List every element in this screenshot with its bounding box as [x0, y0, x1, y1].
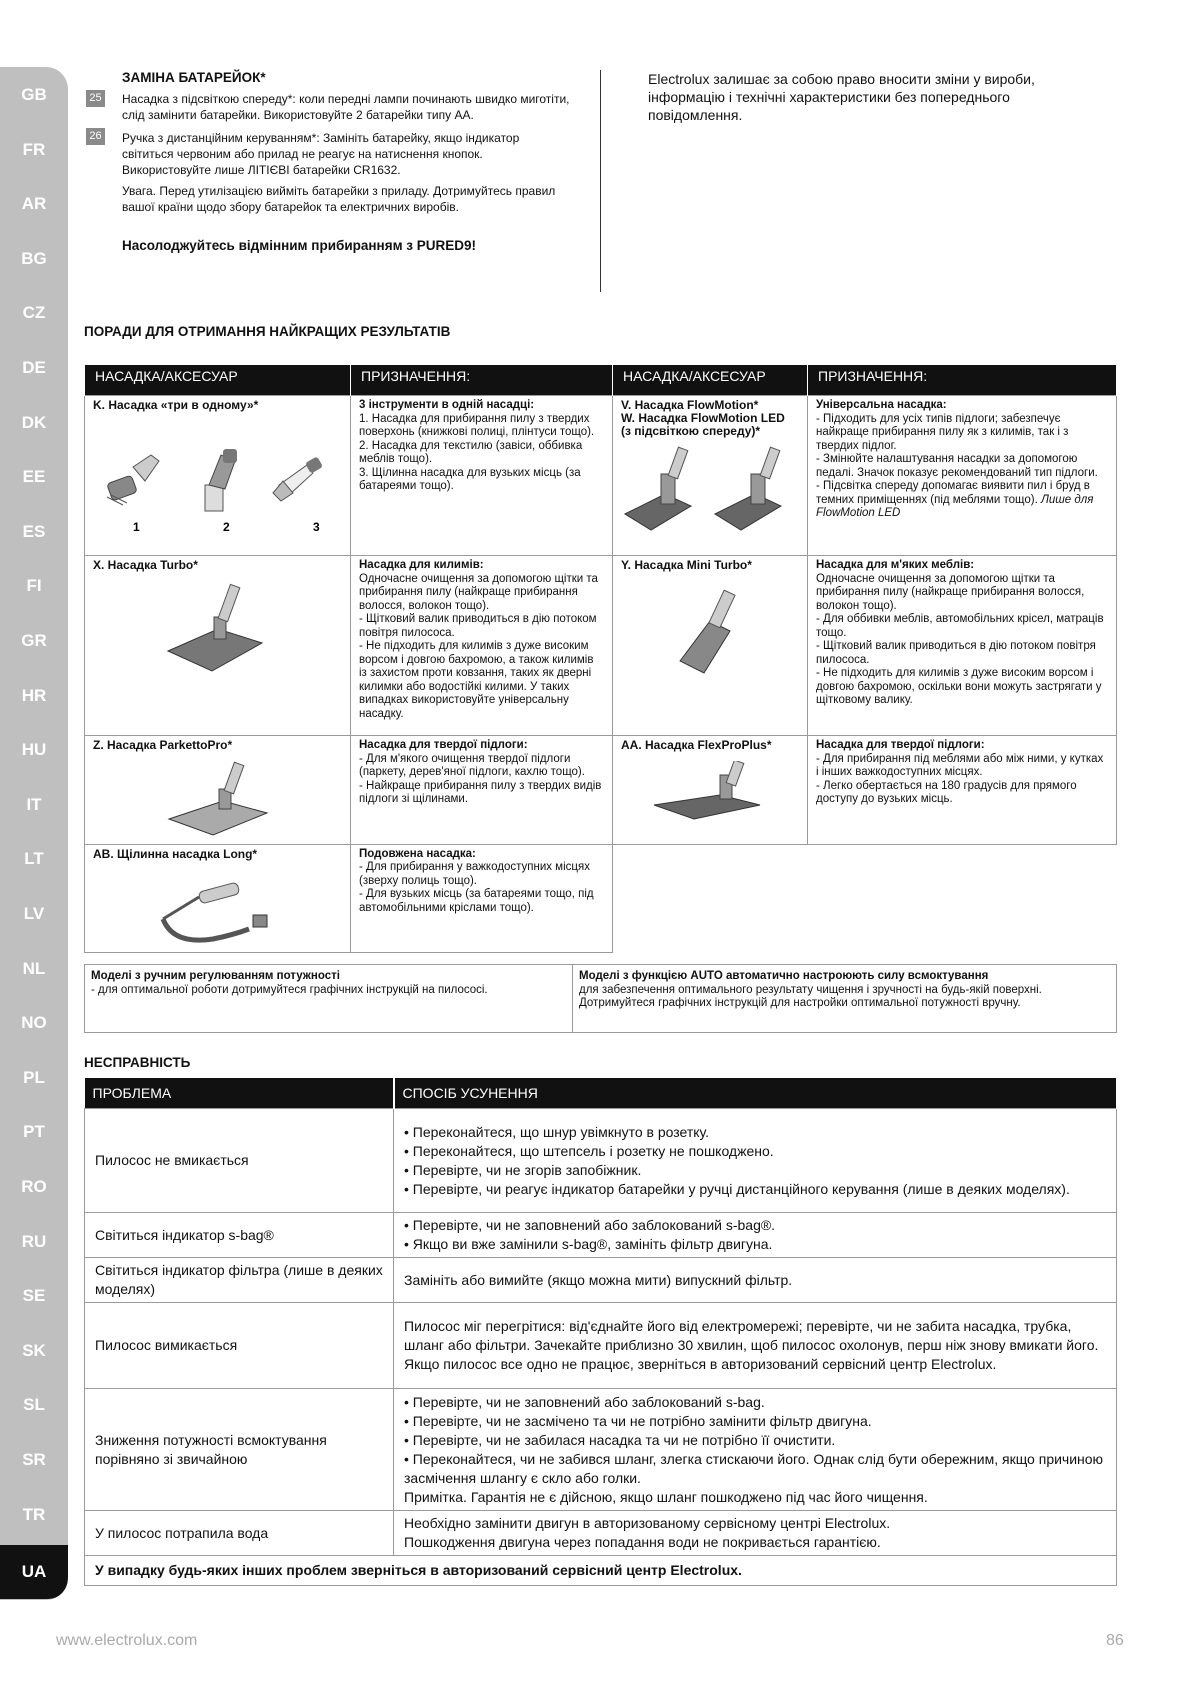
language-tab-hr[interactable]: HR [21, 685, 47, 705]
solution-line: Замініть або вимийте (якщо можна мити) випускний фільтр. [404, 1271, 793, 1288]
step-number-26: 26 [86, 128, 105, 145]
rights-notice: Electrolux залишає за собою право вносити зміни у вироби, інформацію і технічні характеристики без попереднього повідомлення. [648, 71, 1035, 123]
z-purpose-text: - Для м'якого очищення твердої підлоги (паркету, дерев'яної підлоги, кахлю тощо). - Найкраще прибирання пилу з твердих видів підлоги зі щілинами. [359, 752, 602, 805]
language-tab-gr[interactable]: GR [21, 631, 47, 650]
accessory-aa-name: AA. Насадка FlexProPlus* [621, 738, 772, 752]
solution-line: Примітка. Гарантія не є дійсною, якщо шланг пошкоджено під час його чищення. [404, 1488, 928, 1505]
accessory-ab-purpose [351, 844, 613, 953]
language-tab-it[interactable]: IT [26, 794, 42, 814]
language-tab-fi[interactable]: FI [26, 576, 42, 596]
language-tab-pt[interactable]: PT [23, 1122, 45, 1142]
solution-line: • Переконайтеся, що штепсель і розетку не пошкоджено. [404, 1142, 774, 1159]
x-purpose-title: Насадка для килимів: [359, 559, 484, 571]
solution-line: • Перевірте, чи не заповнений або заблокований s-bag®. [404, 1217, 776, 1233]
accessory-x-purpose [351, 556, 613, 736]
k-label-3: 3 [313, 519, 320, 534]
solution-line: • Перевірте, чи не заповнений або заблокований s-bag. [404, 1393, 765, 1410]
language-sidebar [0, 67, 68, 1600]
accessory-aa-purpose [808, 736, 1117, 845]
turbo-nozzle-icon [158, 581, 278, 681]
column-divider [600, 70, 601, 292]
accessory-ab-name: AB. Щілинна насадка Long* [93, 846, 258, 861]
v-purpose-title: Універсальна насадка: [816, 399, 947, 411]
k-label-2: 2 [223, 519, 230, 534]
accessory-y-purpose [808, 556, 1117, 736]
language-tab-de[interactable]: DE [22, 358, 46, 377]
accessory-z-name: Z. Насадка ParkettoPro* [93, 738, 233, 752]
parkettopro-nozzle-icon [163, 761, 273, 841]
solution-line: • Перевірте, чи не згорів запобіжник. [404, 1161, 642, 1178]
language-tab-hu[interactable]: HU [21, 740, 47, 760]
flowmotion-nozzle-icon [621, 444, 801, 534]
long-crevice-tool-icon [153, 869, 283, 949]
col-purpose-1: ПРИЗНАЧЕННЯ: [351, 365, 613, 396]
auto-power-text: для забезпечення оптимального результату чищення і зручності на будь-якій поверхні. Дотримуйтеся графічних інструкцій для настройки оптимальної потужності вручну. [579, 983, 1042, 1009]
solution-line: Якщо пилосос все одно не працює, зверніться в авторизований сервісний центр Electrolux. [404, 1356, 997, 1372]
auto-power-title: Моделі з функцією AUTO автоматично настроюють силу всмоктування [579, 970, 989, 982]
solution-line: Пошкодження двигуна через попадання води не покривається гарантією. [404, 1534, 881, 1550]
accessory-z-purpose [351, 736, 613, 845]
accessory-v-name: V. Насадка FlowMotion* W. Насадка FlowMotion LED (з підсвіткою спереду)* [621, 398, 785, 438]
battery-note: Увага. Перед утилізацією вийміть батарейки з приладу. Дотримуйтесь правил вашої країни щодо збору батарейок та електричних виробів. [122, 184, 556, 214]
col-accessory-1: НАСАДКА/АКСЕСУАР [85, 365, 351, 396]
manual-power-text: - для оптимальної роботи дотримуйтеся графічних інструкцій на пилососі. [91, 983, 488, 996]
mini-turbo-nozzle-icon [660, 581, 760, 681]
col-accessory-2: НАСАДКА/АКСЕСУАР [613, 365, 808, 396]
language-tab-bg[interactable]: BG [21, 248, 47, 268]
accessory-x-name: X. Насадка Turbo* [93, 558, 198, 572]
accessory-k-purpose [351, 396, 613, 556]
solution-line: • Перевірте, чи не забилася насадка та чи не потрібно її очистити. [404, 1431, 836, 1448]
col-purpose-2: ПРИЗНАЧЕННЯ: [808, 365, 1117, 396]
accessory-aa-cell [613, 736, 808, 845]
troubleshooting-table [84, 1078, 1118, 1586]
k-label-1: 1 [133, 519, 140, 534]
trouble-heading: НЕСПРАВНІСТЬ [84, 1055, 191, 1070]
language-tab-ar[interactable]: AR [21, 194, 47, 214]
language-tab-tr[interactable]: TR [22, 1504, 46, 1524]
solution-cell [394, 1389, 1117, 1511]
language-tab-ee[interactable]: EE [22, 467, 46, 487]
col-solution: СПОСІБ УСУНЕННЯ [394, 1078, 1117, 1109]
language-tab-sl[interactable]: SL [23, 1395, 45, 1415]
tips-heading: ПОРАДИ ДЛЯ ОТРИМАННЯ НАЙКРАЩИХ РЕЗУЛЬТАТІВ [84, 324, 451, 339]
problem-cell: У пилосос потрапила вода [85, 1511, 394, 1556]
accessory-k-cell [85, 396, 351, 556]
trouble-footer: У випадку будь-яких інших проблем зверніться в авторизований сервісний центр Electrolux. [85, 1556, 1117, 1586]
v-purpose-text: - Підходить для усіх типів підлоги; забезпечує найкраще прибирання пилу як з килимів, так і з твердих підлог. - Змінюйте налаштування насадки за допомогою педалі. Значок показує рекомендований тип підлоги. - Підсвітка спереду допомагає виявити пил і бруд в темних приміщеннях (під меблями тощо). [816, 412, 1098, 506]
language-tab-es[interactable]: ES [22, 521, 46, 541]
solution-cell [394, 1258, 1117, 1303]
problem-cell: Пилосос не вмикається [85, 1109, 394, 1213]
language-tab-ru[interactable]: RU [21, 1231, 47, 1251]
accessory-x-cell [85, 556, 351, 736]
language-tab-ua[interactable]: UA [0, 1545, 68, 1599]
solution-line: • Перевірте, чи реагує індикатор батарейки у ручці дистанційного керування (лише в деяких моделях). [404, 1180, 1070, 1197]
language-tab-lv[interactable]: LV [23, 904, 45, 923]
language-tab-dk[interactable]: DK [21, 412, 47, 432]
accessory-k-name: K. Насадка «три в одному»* [93, 398, 259, 412]
manual-power-cell [85, 965, 573, 1033]
solution-line: • Перевірте, чи не засмічено та чи не потрібно замінити фільтр двигуна. [404, 1412, 872, 1429]
accessory-v-cell [613, 396, 808, 556]
language-tab-sr[interactable]: SR [22, 1450, 46, 1469]
language-tab-lt[interactable]: LT [24, 849, 44, 869]
solution-line: • Переконайтеся, що шнур увімкнуто в розетку. [404, 1123, 710, 1140]
solution-cell [394, 1109, 1117, 1213]
language-tab-cz[interactable]: CZ [22, 303, 46, 323]
solution-line: • Переконайтеся, чи не забився шланг, злегка стискаючи його. Однак слід бути обережним, якщо причиною засмічення шлангу є скло або голки. [404, 1450, 1104, 1486]
language-tab-se[interactable]: SE [22, 1286, 46, 1306]
accessory-y-name: Y. Насадка Mini Turbo* [621, 558, 752, 572]
language-tab-no[interactable]: NO [21, 1013, 47, 1033]
k-purpose-text: 1. Насадка для прибирання пилу з твердих поверхонь (книжкові полиці, плінтуси тощо). 2. Насадка для текстилю (завіси, оббивка меблів тощо). 3. Щілинна насадка для вузьких місць (за батареями тощо). [359, 412, 595, 492]
solution-cell [394, 1511, 1117, 1556]
solution-cell [394, 1213, 1117, 1258]
flexproplus-nozzle-icon [650, 761, 770, 831]
manual-power-title: Моделі з ручним регулюванням потужності [91, 970, 340, 982]
footer-url[interactable]: www.electrolux.com [56, 1632, 198, 1649]
aa-purpose-text: - Для прибирання під меблями або між ними, у кутках і інших важкодоступних місцях. - Легко обертається на 180 градусів для прямого доступу до вузьких місць. [816, 752, 1104, 805]
enjoy-text: Насолоджуйтесь відмінним прибиранням з PURED9! [122, 238, 477, 253]
aa-purpose-title: Насадка для твердої підлоги: [816, 739, 985, 751]
accessory-ab-cell [85, 844, 351, 953]
solution-line: Необхідно замінити двигун в авторизованому сервісному центрі Electrolux. [404, 1515, 891, 1531]
solution-line: Пилосос міг перегрітися: від'єднайте його від електромережі; перевірте, чи не забита насадка, трубка, шланг або фільтри. Зачекайте приблизно 30 хвилин, щоб пилосос охолонув, перш ніж знову вмикати його. [404, 1318, 1099, 1353]
problem-cell: Світиться індикатор s-bag® [85, 1213, 394, 1258]
accessory-y-cell [613, 556, 808, 736]
z-purpose-title: Насадка для твердої підлоги: [359, 739, 528, 751]
battery-item-25: Насадка з підсвіткою спереду*: коли передні лампи починають швидко миготіти, слід замінити батарейки. Використовуйте 2 батарейки типу АА. [122, 92, 570, 122]
battery-title: ЗАМІНА БАТАРЕЙОК* [122, 70, 266, 85]
battery-item-26: Ручка з дистанційним керуванням*: Замініть батарейку, якщо індикатор світиться червоним або прилад не реагує на натиснення кнопок. Використовуйте лише ЛІТІЄВІ батарейки CR1632. [122, 131, 520, 177]
v-purpose-italic: Лише для FlowMotion LED [816, 493, 1094, 519]
y-purpose-text: Одночасне очищення за допомогою щітки та прибирання пилу (найкраще прибирання волосся, волокон тощо). - Для оббивки меблів, автомобільних крісел, матраців тощо. - Щітковий валик приводиться в дію потоком повітря пилососа. - Не підходить для килимів з дуже високим ворсом і довгою бахромою, оскільки вони можуть застрягати у щітковому валику. [816, 572, 1104, 706]
language-tab-sk[interactable]: SK [22, 1340, 46, 1360]
solution-cell [394, 1303, 1117, 1389]
k-purpose-title: 3 інструменти в одній насадці: [359, 399, 535, 411]
col-problem: ПРОБЛЕМА [85, 1078, 394, 1109]
language-tab-fr[interactable]: FR [22, 139, 46, 159]
accessory-v-purpose [808, 396, 1117, 556]
problem-cell: Світиться індикатор фільтра (лише в деяких моделях) [85, 1258, 394, 1303]
x-purpose-text: Одночасне очищення за допомогою щітки та прибирання пилу (найкраще прибирання волосся, волокон тощо). - Щітковий валик приводиться в дію потоком повітря пилососа. - Не підходить для килимів з дуже високим ворсом і довгою бахромою, а також килимів із захистом проти ковзання, таких як дверні килимки або водостійкі килими. У таких випадках використовуйте універсальну насадку. [359, 572, 598, 720]
language-tab-pl[interactable]: PL [23, 1067, 45, 1087]
ab-purpose-text: - Для прибирання у важкодоступних місцях (зверху полиць тощо). - Для вузьких місць (за батареями тощо, під автомобільними кріслами тощо). [359, 861, 594, 914]
problem-cell: Зниження потужності всмоктування порівняно зі звичайною [85, 1389, 394, 1511]
language-tab-nl[interactable]: NL [22, 958, 46, 978]
y-purpose-title: Насадка для м'яких меблів: [816, 559, 975, 571]
page-number: 86 [1106, 1632, 1124, 1649]
problem-cell: Пилосос вимикається [85, 1303, 394, 1389]
language-tab-gb[interactable]: GB [21, 85, 47, 104]
ab-purpose-title: Подовжена насадка: [359, 847, 476, 860]
language-tab-ro[interactable]: RO [21, 1177, 47, 1196]
three-in-one-tool-icon [93, 435, 333, 535]
auto-power-cell [573, 965, 1117, 1033]
step-number-25: 25 [86, 90, 105, 107]
empty-cell [613, 844, 1117, 953]
accessories-table [84, 364, 1117, 953]
power-models-table [84, 964, 1117, 1033]
solution-line: • Якщо ви вже замінили s-bag®, замініть фільтр двигуна. [404, 1236, 773, 1252]
accessory-z-cell [85, 736, 351, 845]
